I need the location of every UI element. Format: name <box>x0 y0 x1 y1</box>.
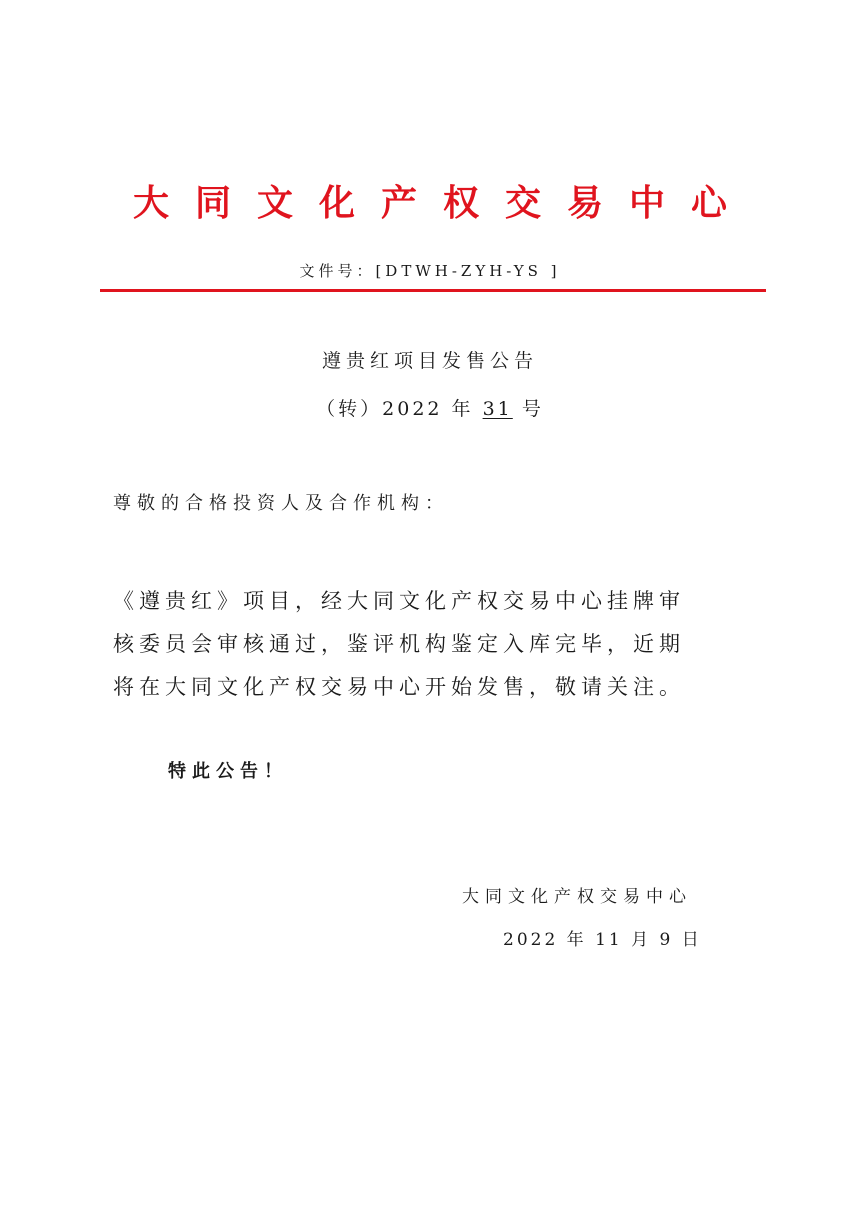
body-paragraph-line: 将在大同文化产权交易中心开始发售，敬请关注。 <box>113 675 685 699</box>
signature-organization: 大同文化产权交易中心 <box>462 887 692 907</box>
body-paragraph-line: 核委员会审核通过，鉴评机构鉴定入库完毕，近期 <box>113 632 685 656</box>
notice-number-value: 31 <box>482 398 513 420</box>
closing-statement: 特此公告！ <box>168 761 288 782</box>
red-header-rule <box>100 289 766 292</box>
body-paragraph <box>113 580 753 709</box>
signature-date: 2022 年 11 月 9 日 <box>503 930 702 950</box>
notice-number <box>0 394 860 424</box>
organization-title: 大同文化产权交易中心 <box>132 182 753 224</box>
salutation: 尊敬的合格投资人及合作机构： <box>113 493 449 514</box>
notice-number-prefix: （转）2022 年 <box>316 398 483 420</box>
body-paragraph-line: 《遵贵红》项目，经大同文化产权交易中心挂牌审 <box>113 589 685 613</box>
document-number: 文件号：[DTWH-ZYH-YS ] <box>299 262 561 280</box>
notice-number-suffix: 号 <box>512 398 544 420</box>
notice-title: 遵贵红项目发售公告 <box>321 350 538 372</box>
